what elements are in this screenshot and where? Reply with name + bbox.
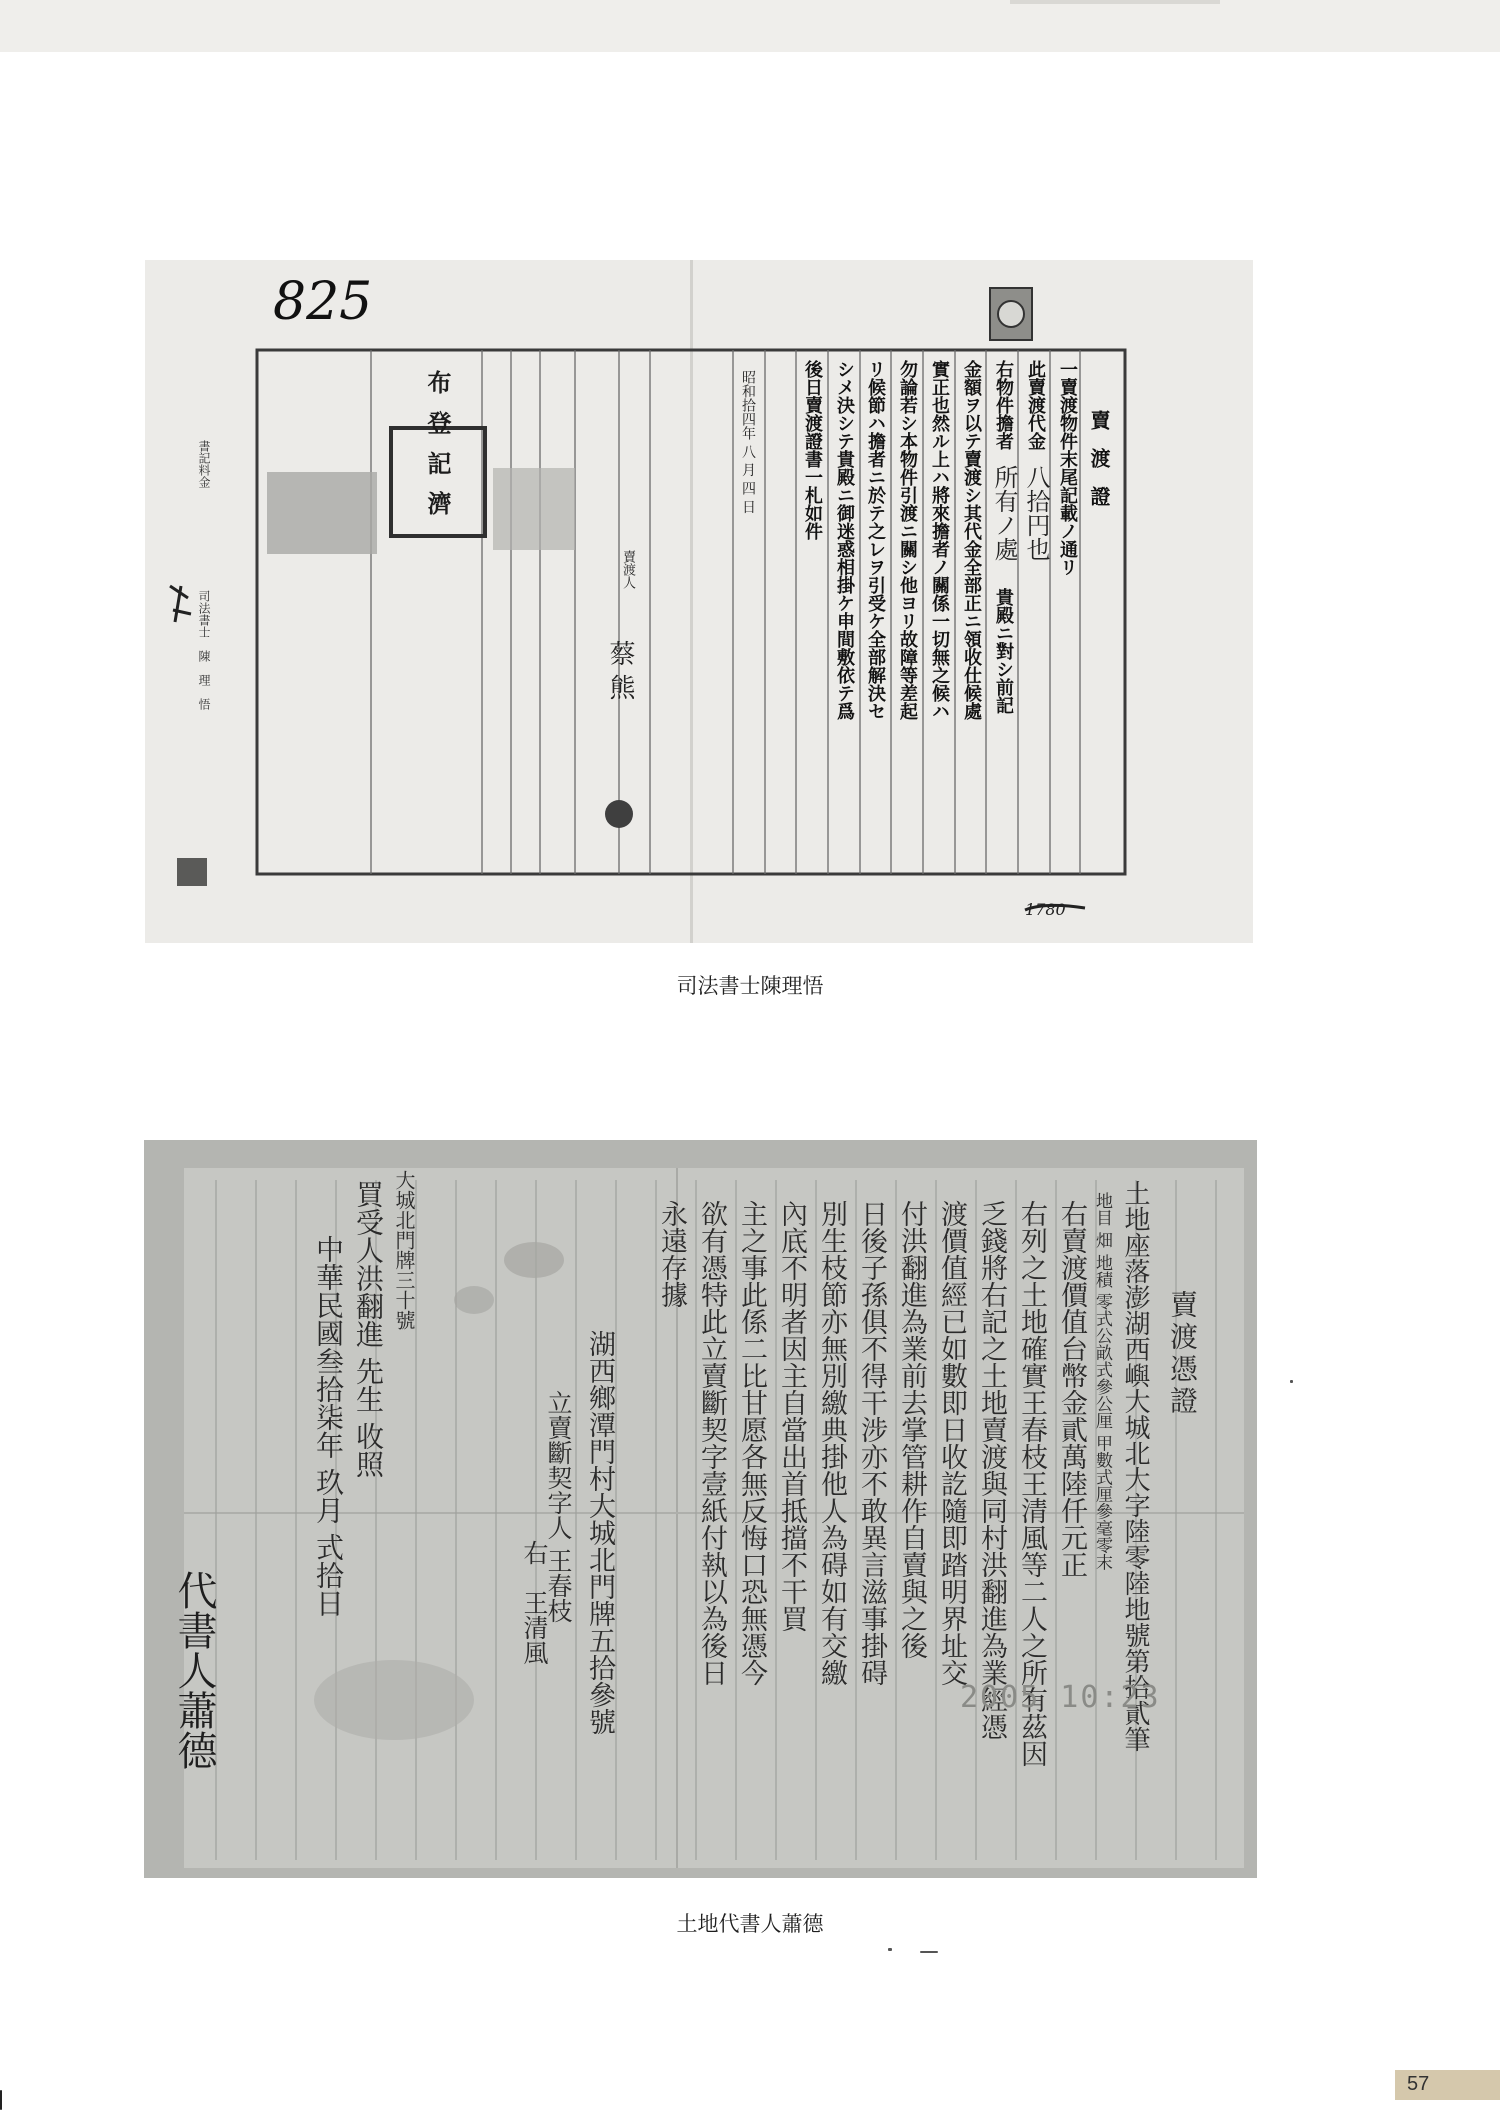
photo-1-caption: 司法書士陳理悟	[676, 974, 824, 998]
document-photo-2	[144, 1140, 1257, 1878]
photo2-scribe: 代書人蕭德	[171, 1570, 217, 1770]
scan-speck	[920, 1951, 938, 1953]
photo2-body-col-4: 右列之土地確實王春枝王清風等二人之所有茲因	[1016, 1200, 1047, 1767]
photo-2-caption: 土地代書人蕭德	[676, 1912, 824, 1936]
photo1-registration-stamp: 布 登 記 濟	[423, 370, 452, 520]
document-photo-1-image	[145, 260, 1253, 943]
photo2-body-col-10: 內底不明者因主自當出首抵擋不干買	[776, 1200, 807, 1632]
photo2-body-col-13: 永遠存據	[656, 1200, 687, 1308]
photo1-seller-name: 蔡 熊	[605, 640, 635, 701]
scan-speck	[888, 1948, 892, 1951]
photo1-left-header: 書記料金	[197, 440, 211, 488]
photo2-body-col-5: 乏錢將右記之土地賣渡與同村洪翻進為業經憑	[976, 1200, 1007, 1740]
photo2-body-col-6: 渡價值經已如數即日收訖隨即踏明界址交	[936, 1200, 967, 1686]
photo1-body-col-8: シメ決シテ貴殿ニ御迷惑相掛ケ申間敷依テ爲	[834, 360, 855, 720]
photo2-body-col-11: 主之事此係二比甘愿各無反悔口恐無憑今	[736, 1200, 767, 1686]
header-rule	[1010, 0, 1220, 4]
photo1-top-number: 825	[273, 272, 373, 332]
photo1-date-line: 昭和拾四年 八 月 四 日	[740, 370, 756, 514]
photo1-tail-mark: 1780	[1025, 900, 1066, 919]
photo2-title: 賣渡憑證	[1166, 1290, 1199, 1418]
photo1-body-col-2: 此賣渡代金	[1025, 360, 1046, 450]
photo2-body-col-8: 日後子孫俱不得干涉亦不敢異言滋事掛碍	[856, 1200, 887, 1686]
page-number: 57	[1407, 2073, 1430, 2095]
scan-speck	[0, 2090, 2, 2110]
photo1-title: 賣渡證	[1087, 410, 1111, 524]
document-photo-1	[145, 260, 1253, 943]
photo1-handwritten-owner: 所有ノ處	[990, 465, 1018, 561]
photo2-buyer-line: 買受人洪翻進 先生 收照	[352, 1180, 385, 1478]
photo1-body-col-1: 一賣渡物件末尾記載ノ通リ	[1057, 360, 1078, 576]
photo1-body-col-9: 後日賣渡證書一札如件	[802, 360, 823, 540]
photo2-body-col-3: 右賣渡價值台幣金貳萬陸仟元正	[1056, 1200, 1087, 1578]
photo2-body-col-2: 地目 畑 地積 零式公畝式參公厘 甲數式厘參毫零末	[1092, 1192, 1112, 1571]
photo1-seller-label: 賣渡人	[620, 550, 635, 589]
photo1-body-col-5: 實正也然ル上ハ將來擔者ノ關係一切無之候ハ	[929, 360, 950, 720]
photo1-handwritten-amount: 八拾円也	[1022, 465, 1050, 561]
top-header-band	[0, 0, 1500, 52]
photo2-seller-block: 湖西鄉潭門村大城北門牌五拾參號	[584, 1330, 615, 1735]
photo1-body-col-7: リ候節ハ擔者ニ於テ之レヲ引受ケ全部解決セ	[865, 360, 886, 720]
photo2-seller-second: 右 王清風	[520, 1540, 549, 1665]
photo2-date-line: 中華民國叁拾柒年 玖月 式拾日	[312, 1235, 345, 1617]
photo2-buyer-address: 大城北門牌三十號	[392, 1170, 416, 1330]
photo2-body-col-1: 土地座落澎湖西嶼大城北大字陸零陸地號第拾貳筆	[1120, 1180, 1150, 1752]
photo1-right-footer: 司法書士 陳 理 悟	[197, 590, 211, 710]
photo1-addressee: 貴殿ニ對シ前記	[993, 588, 1014, 714]
photo2-seller-line: 立賣斷契字人 王春枝	[544, 1390, 573, 1623]
scan-speck	[1290, 1380, 1293, 1383]
page-number-tab	[1395, 2070, 1500, 2100]
photo2-body-col-12: 欲有憑特此立賣斷契字壹紙付執以為後日	[696, 1200, 727, 1686]
photo2-timestamp: 2005 10:23	[960, 1680, 1161, 1715]
photo1-body-col-6: 勿論若シ本物件引渡ニ關シ他ヨリ故障等差起	[897, 360, 918, 720]
photo2-body-col-7: 付洪翻進為業前去掌管耕作自賣與之後	[896, 1200, 927, 1659]
photo1-body-col-3: 右物件擔者	[993, 360, 1014, 450]
photo1-body-col-4: 金額ヲ以テ賣渡シ其代金全部正ニ領收仕候處	[961, 360, 982, 720]
photo2-body-col-9: 別生枝節亦無別繳典掛他人為碍如有交繳	[816, 1200, 847, 1686]
